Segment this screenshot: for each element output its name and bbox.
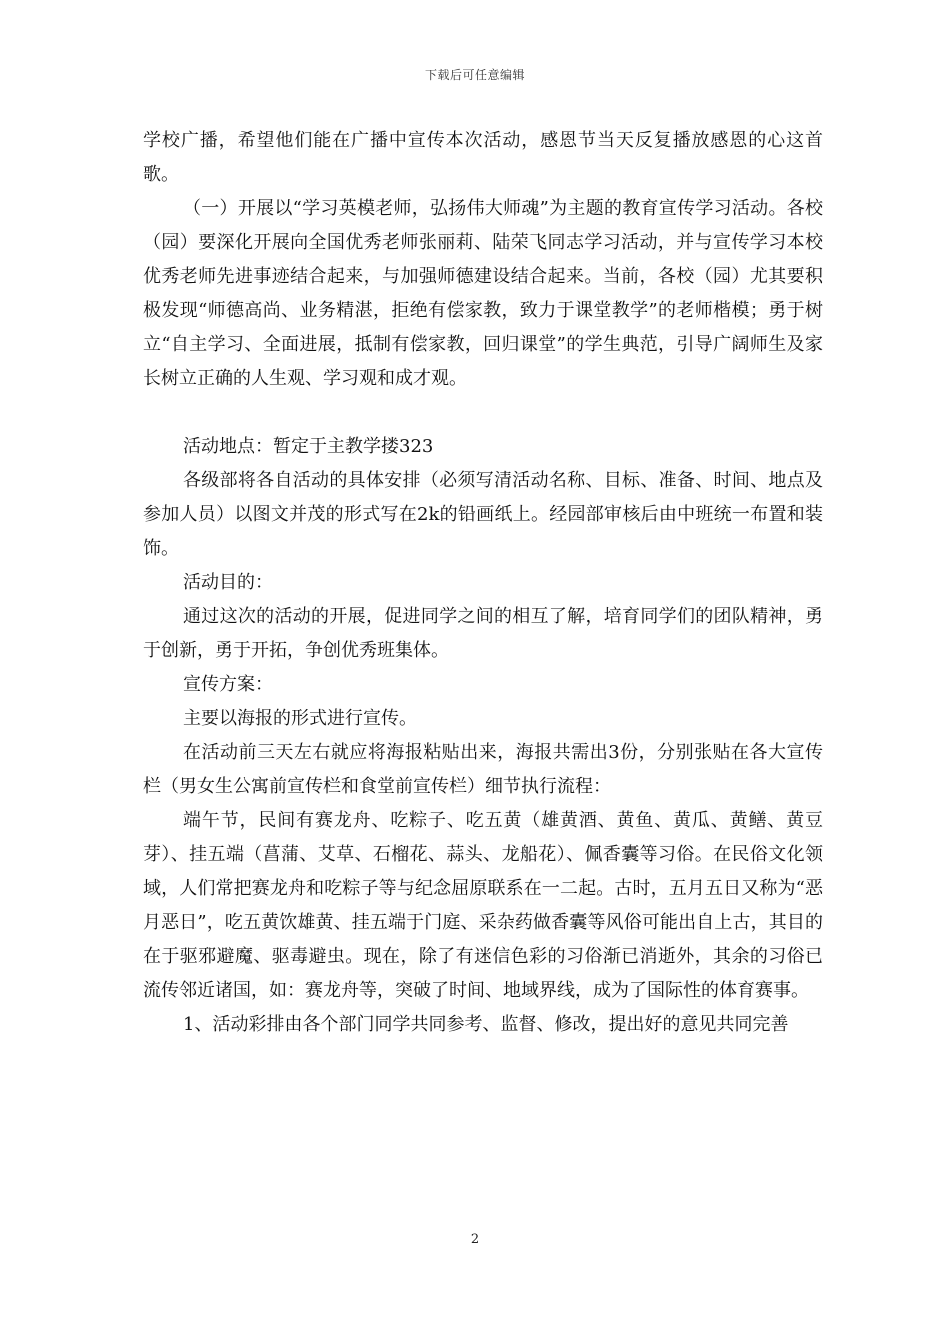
- page-number: 2: [470, 1232, 480, 1247]
- paragraph-dragon-boat-festival: 端午节，民间有赛龙舟、吃粽子、吃五黄（雄黄酒、黄鱼、黄瓜、黄鳝、黄豆芽）、挂五端（菖蒲、艾草、石榴花、蒜头、龙船花）、佩香囊等习俗。在民俗文化领域，人们常把赛龙舟和吃粽子等与纪念屈原联系在一二起。古时，五月五日又称为“恶月恶日”，吃五黄饮雄黄、挂五端于门庭、采杂药做香囊等风俗可能出自上古，其目的在于驱邪避魔、驱毒避虫。现在，除了有迷信色彩的习俗渐已消逝外，其余的习俗已流传邻近诸国，如：赛龙舟等，突破了时间、地域界线，成为了国际性的体育赛事。: [143, 810, 823, 1001]
- document-body: [143, 124, 823, 1042]
- paragraph-location: 活动地点：暂定于主教学搂323: [183, 436, 434, 457]
- paragraph-purpose-heading: 活动目的：: [183, 572, 273, 593]
- page-header: 下载后可任意编辑: [424, 68, 525, 82]
- blank-line: [143, 396, 823, 430]
- paragraph-model-teacher: （一）开展以“学习英模老师，弘扬伟大师魂”为主题的教育宣传学习活动。各校（园）要深化开展向全国优秀老师张丽莉、陆荣飞同志学习活动，并与宣传学习本校优秀老师先进事迹结合起来，与加强师德建设结合起来。当前，各校（园）尤其要积极发现“师德高尚、业务精湛，拒绝有偿家教，致力于课堂教学”的老师楷模；勇于树立“自主学习、全面进展，抵制有偿家教，回归课堂”的学生典范，引导广阔师生及家长树立正确的人生观、学习观和成才观。: [143, 198, 823, 389]
- paragraph-publicity-heading: 宣传方案：: [183, 674, 273, 695]
- paragraph-arrangement: 各级部将各自活动的具体安排（必须写清活动名称、目标、准备、时间、地点及参加人员）以图文并茂的形式写在2k的铅画纸上。经园部审核后由中班统一布置和装饰。: [143, 470, 823, 559]
- paragraph-broadcast: 学校广播，希望他们能在广播中宣传本次活动，感恩节当天反复播放感恩的心这首歌。: [143, 130, 823, 185]
- paragraph-rehearsal: 1、活动彩排由各个部门同学共同参考、监督、修改，提出好的意见共同完善: [183, 1014, 789, 1035]
- paragraph-purpose: 通过这次的活动的开展，促进同学之间的相互了解，培育同学们的团队精神，勇于创新，勇于开拓，争创优秀班集体。: [143, 606, 823, 661]
- paragraph-publicity-poster: 主要以海报的形式进行宣传。: [183, 708, 417, 729]
- paragraph-poster-details: 在活动前三天左右就应将海报粘贴出来，海报共需出3份，分别张贴在各大宣传栏（男女生公寓前宣传栏和食堂前宣传栏）细节执行流程：: [143, 742, 823, 797]
